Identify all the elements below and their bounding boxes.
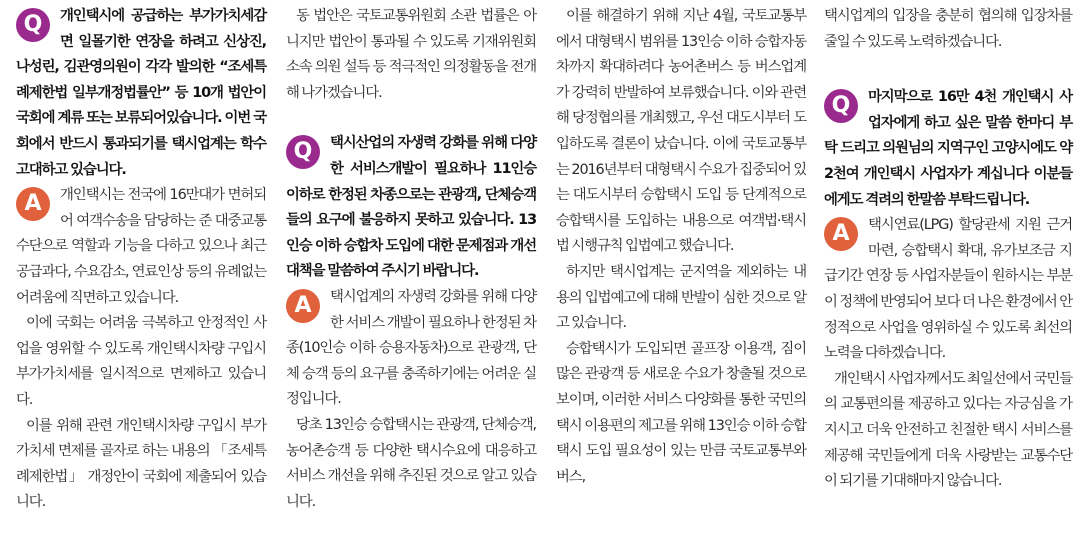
answer-2-text: 택시업계의 자생력 강화를 위해 다양한 서비스 개발이 필요하나 한정된 차종(10인승 이하 승용자동차)으로 관광객, 단체 승객 등의 요구를 충족하기에는 어려운 실정입니다. xyxy=(286,288,536,408)
paragraph: 택시업계의 입장을 충분히 협의해 입장차를 줄일 수 있도록 노력하겠습니다. xyxy=(824,8,1072,50)
question-1-text: 개인택시에 공급하는 부가가치세감면 일몰기한 연장을 하려고 신상진, 나성린, 김관영의원이 각각 발의한 “조세특례제한법 일부개정법률안” 등 10개 법안이 국회에 계류 또는 보류되어있습니다. 이번 국회에서 반드시 통과되기를 택시업계는 학수고대하고 있습니다. xyxy=(16,8,266,178)
answer-badge: A xyxy=(824,217,858,251)
paragraph: 개인택시 사업자께서도 최일선에서 국민들의 교통편의를 제공하고 있다는 자긍심을 가지시고 더욱 안전하고 친절한 택시 서비스를 제공해 국민들에게 더욱 사랑받는 교통수단이 되기를 기대해마지 않습니다. xyxy=(824,370,1072,490)
paragraph: 승합택시가 도입되면 골프장 이용객, 짐이 많은 관광객 등 새로운 수요가 창출될 것으로 보이며, 이러한 서비스 다양화를 통한 국민의 택시 이용편의 제고를 위해 13인승 이하 승합택시 도입 필요성이 있는 만큼 국토교통부와 버스, xyxy=(556,340,806,485)
answer-badge: A xyxy=(286,289,320,323)
question-3-text: 마지막으로 16만 4천 개인택시 사업자에게 하고 싶은 말씀 한마디 부탁 드리고 의원님의 지역구인 고양시에도 약 2천여 개인택시 사업자가 계십니다 이분들에게도 격려의 한말씀 부탁드립니다. xyxy=(824,89,1072,208)
answer-2 xyxy=(286,285,536,413)
paragraph: 동 법안은 국토교통위원회 소관 법률은 아니지만 법안이 통과될 수 있도록 기재위원회 소속 의원 설득 등 적극적인 의정활동을 전개해 나가겠습니다. xyxy=(286,8,536,101)
column-2 xyxy=(286,4,536,515)
answer-1 xyxy=(16,183,266,311)
question-2 xyxy=(286,131,536,285)
answer-1-text: 개인택시는 전국에 16만대가 면허되어 여객수송을 담당하는 준 대중교통수단으로 역할과 기능을 다하고 있으나 최근 공급과다, 수요감소, 연료인상 등의 유례없는 어려움에 직면하고 있습니다. xyxy=(16,187,266,306)
question-badge: Q xyxy=(286,135,320,169)
column-3 xyxy=(556,4,806,490)
paragraph: 하지만 택시업계는 군지역을 제외하는 내용의 입법예고에 대해 반발이 심한 것으로 알고 있습니다. xyxy=(556,263,806,332)
paragraph: 이를 해결하기 위해 지난 4월, 국토교통부에서 대형택시 범위를 13인승 이하 승합자동차까지 확대하려다 농어촌버스 등 버스업계가 강력히 반발하여 보류했습니다. 이와 관련해 당정협의를 개최했고, 우선 대도시부터 도입하도록 결론이 났습니다. 이에 국토교통부는 2016년부터 대형택시 수요가 집중되어 있는 대도시부터 승합택시 도입 등 단계적으로 승합택시를 도입하는 내용으로 여객법·택시법 시행규칙 입법예고 했습니다. xyxy=(556,8,806,255)
question-badge: Q xyxy=(16,8,50,42)
paragraph: 이에 국회는 어려움 극복하고 안정적인 사업을 영위할 수 있도록 개인택시차량 구입시 부가가치세를 일시적으로 면제하고 있습니다. xyxy=(16,315,266,408)
answer-badge: A xyxy=(16,187,50,221)
question-3 xyxy=(824,85,1072,213)
column-4 xyxy=(824,4,1072,495)
paragraph: 이를 위해 관련 개인택시차량 구입시 부가가치세 면제를 골자로 하는 내용의 「조세특례제한법」 개정안이 국회에 제출되어 있습니다. xyxy=(16,417,266,511)
question-badge: Q xyxy=(824,89,858,123)
question-2-text: 택시산업의 자생력 강화를 위해 다양한 서비스개발이 필요하나 11인승 이하로 한정된 차종으로는 관광객, 단체승객들의 요구에 불응하지 못하고 있습니다. 13인승 이하 승합차 도입에 대한 문제점과 개선대책을 말씀하여 주시기 바랍니다. xyxy=(286,135,536,280)
answer-3 xyxy=(824,213,1072,367)
answer-3-text: 택시연료(LPG) 할당관세 지원 근거마련, 승합택시 확대, 유가보조금 지급기간 연장 등 사업자분들이 원하시는 부분이 정책에 반영되어 보다 더 나은 환경에서 안정적으로 사업을 영위하실 수 있도록 최선의 노력을 다하겠습니다. xyxy=(824,217,1072,362)
paragraph: 당초 13인승 승합택시는 관광객, 단체승객, 농어촌승객 등 다양한 택시수요에 대응하고 서비스 개선을 위해 추진된 것으로 알고 있습니다. xyxy=(286,416,536,510)
column-1 xyxy=(16,4,266,516)
question-1 xyxy=(16,4,266,183)
